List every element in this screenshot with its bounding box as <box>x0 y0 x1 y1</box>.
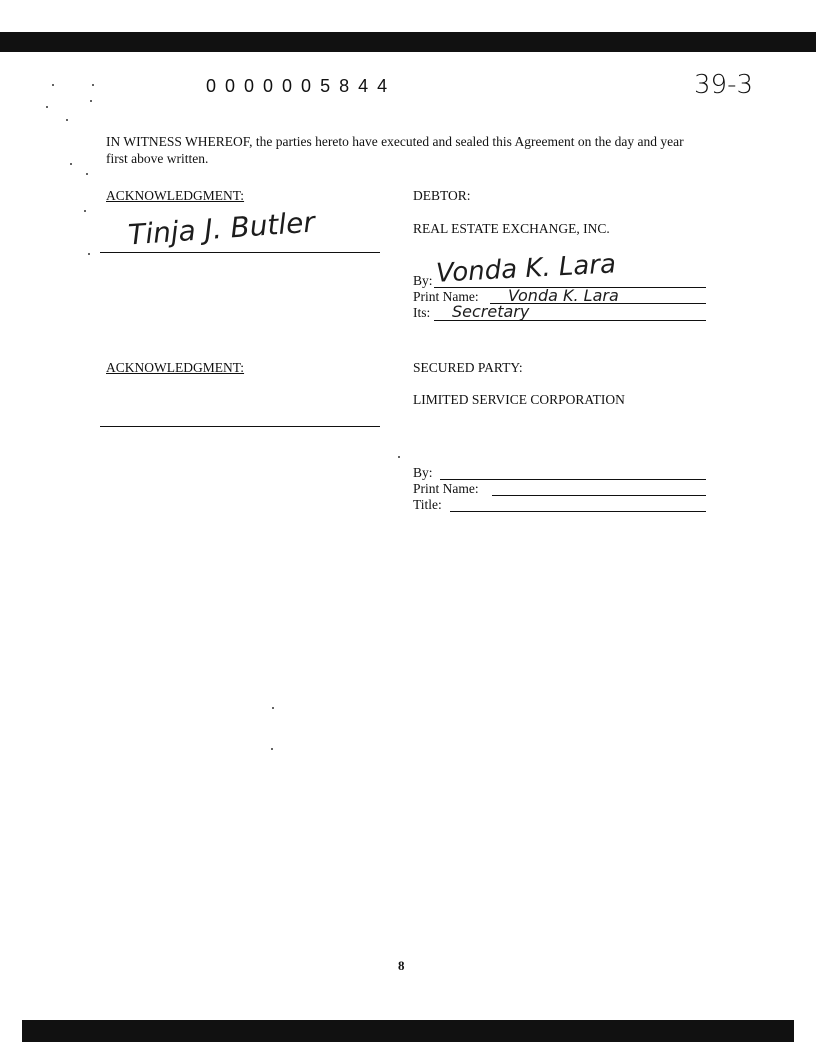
debtor-print-name-label: Print Name: <box>413 289 479 304</box>
debtor-by-label: By: <box>413 273 433 288</box>
secured-title-line <box>450 511 706 512</box>
secured-by-line <box>440 479 706 480</box>
secured-title-label: Title: <box>413 497 442 512</box>
debtor-company-name: REAL ESTATE EXCHANGE, INC. <box>413 221 610 236</box>
document-number: 0000005844 <box>206 76 397 96</box>
page-number: 8 <box>398 958 405 973</box>
scan-speck <box>398 456 400 458</box>
scan-speck <box>272 707 274 709</box>
acknowledgment-signature-line <box>100 252 380 253</box>
secured-by-label: By: <box>413 465 433 480</box>
debtor-its-line <box>434 320 706 321</box>
secured-party-company-name: LIMITED SERVICE CORPORATION <box>413 392 625 407</box>
acknowledgment-heading-2: ACKNOWLEDGMENT: <box>106 360 245 375</box>
scan-speck <box>271 748 273 750</box>
handwritten-exhibit-number: 39-3 <box>694 70 754 100</box>
scan-speck <box>46 106 48 108</box>
scan-speck <box>52 84 54 86</box>
scan-speck <box>88 253 90 255</box>
debtor-its-value: Secretary <box>452 302 530 321</box>
scan-speck <box>90 100 92 102</box>
debtor-heading: DEBTOR: <box>413 188 471 203</box>
acknowledgment-signature-line-2 <box>100 426 380 427</box>
secured-print-name-label: Print Name: <box>413 481 479 496</box>
debtor-signature: Vonda K. Lara <box>435 249 617 289</box>
scan-top-border <box>0 32 816 52</box>
acknowledgment-signature: Tinja J. Butler <box>127 205 316 252</box>
scan-bottom-border <box>22 1020 794 1042</box>
scan-speck <box>66 119 68 121</box>
debtor-print-name-value: Vonda K. Lara <box>508 286 619 305</box>
witness-paragraph: IN WITNESS WHEREOF, the parties hereto have executed and sealed this Agreement on the day and year first above written. <box>106 134 684 166</box>
acknowledgment-heading-1: ACKNOWLEDGMENT: <box>106 188 245 203</box>
scan-speck <box>70 163 72 165</box>
secured-party-heading: SECURED PARTY: <box>413 360 523 375</box>
debtor-its-label: Its: <box>413 305 431 320</box>
scan-speck <box>84 210 86 212</box>
secured-print-name-line <box>492 495 706 496</box>
scan-speck <box>92 84 94 86</box>
scan-speck <box>86 173 88 175</box>
